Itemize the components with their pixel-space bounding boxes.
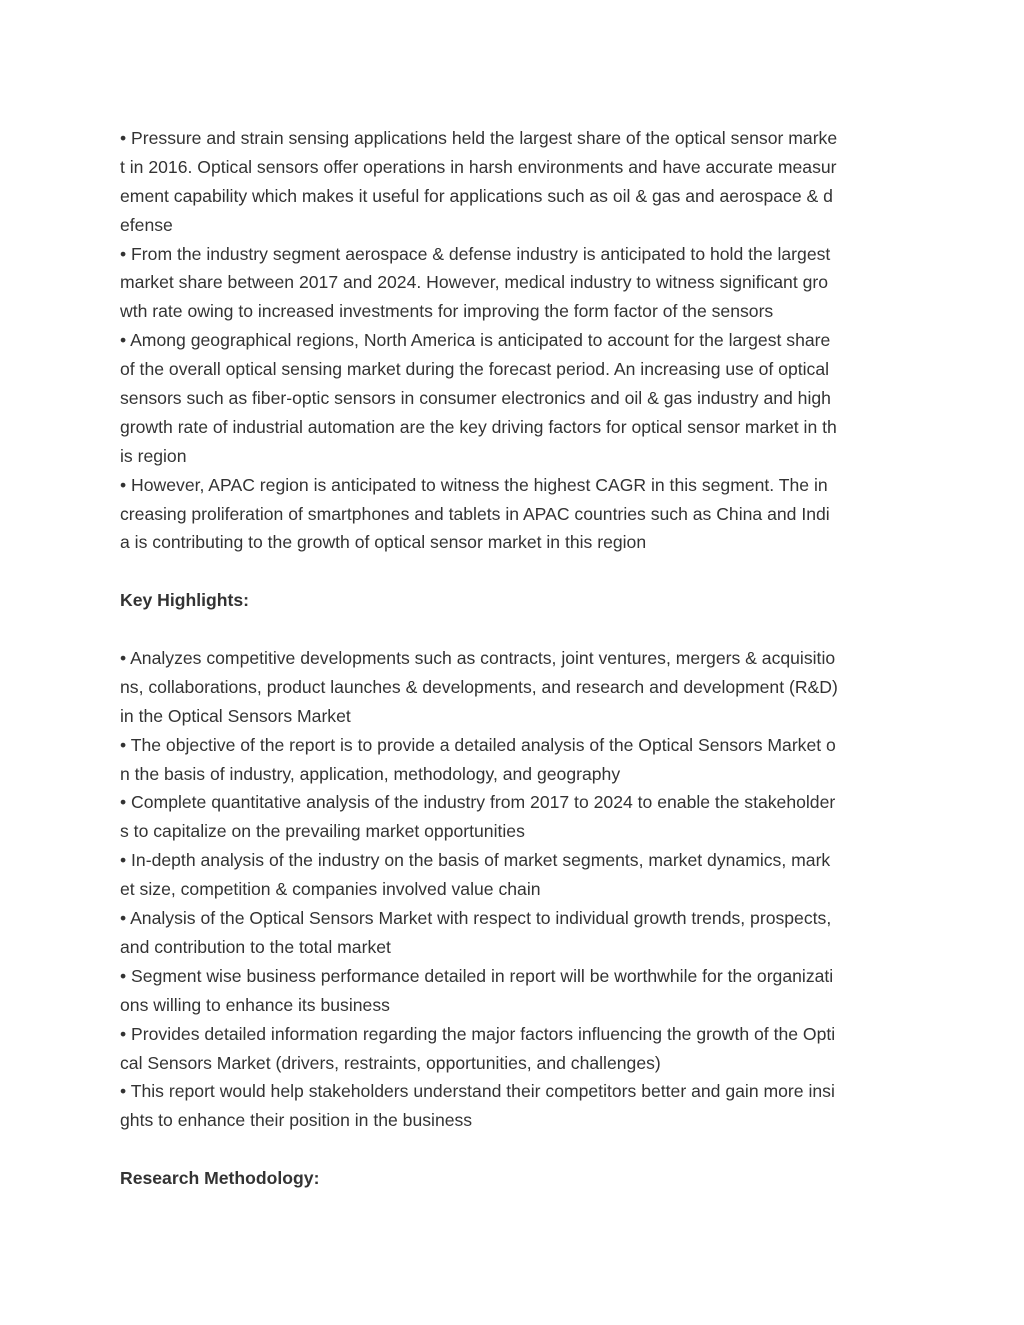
text-line: • Analyzes competitive developments such as contracts, joint ventures, mergers & acquisitio bbox=[120, 648, 836, 669]
text-line: et size, competition & companies involved value chain bbox=[120, 879, 541, 900]
text-line: ghts to enhance their position in the business bbox=[120, 1110, 473, 1131]
text-line: ns, collaborations, product launches & developments, and research and development (R&D) bbox=[120, 676, 838, 697]
text-line: • In-depth analysis of the industry on the basis of market segments, market dynamics, mark bbox=[120, 850, 831, 871]
highlight-bullet-in-depth-analysis bbox=[120, 846, 905, 904]
text-line: a is contributing to the growth of optical sensor market in this region bbox=[120, 532, 647, 553]
intro-bullet-north-america bbox=[120, 326, 905, 470]
text-line: n the basis of industry, application, methodology, and geography bbox=[120, 763, 621, 784]
highlight-bullet-stakeholder-insights bbox=[120, 1077, 905, 1135]
text-line: s to capitalize on the prevailing market opportunities bbox=[120, 821, 525, 842]
highlight-bullet-report-objective bbox=[120, 731, 905, 789]
text-line: cal Sensors Market (drivers, restraints, opportunities, and challenges) bbox=[120, 1052, 661, 1073]
highlight-bullet-growth-trends bbox=[120, 904, 905, 962]
text-line: • Analysis of the Optical Sensors Market with respect to individual growth trends, prospects, bbox=[120, 908, 832, 929]
intro-bullet-apac bbox=[120, 471, 905, 558]
spacer bbox=[120, 1135, 905, 1164]
text-line: ement capability which makes it useful for applications such as oil & gas and aerospace & d bbox=[120, 185, 833, 206]
research-methodology-heading: Research Methodology: bbox=[120, 1168, 320, 1189]
highlight-bullet-competitive-developments bbox=[120, 644, 905, 731]
text-line: in the Optical Sensors Market bbox=[120, 705, 351, 726]
text-line: ons willing to enhance its business bbox=[120, 994, 390, 1015]
text-line: • This report would help stakeholders understand their competitors better and gain more insi bbox=[120, 1081, 835, 1102]
text-line: wth rate owing to increased investments for improving the form factor of the sensors bbox=[120, 301, 774, 322]
text-line: • Among geographical regions, North America is anticipated to account for the largest share bbox=[120, 330, 831, 351]
key-highlights-heading: Key Highlights: bbox=[120, 590, 250, 611]
text-line: and contribution to the total market bbox=[120, 936, 391, 957]
text-line: • Segment wise business performance detailed in report will be worthwhile for the organizati bbox=[120, 965, 834, 986]
text-line: • The objective of the report is to provide a detailed analysis of the Optical Sensors Market o bbox=[120, 734, 836, 755]
highlight-bullet-major-factors bbox=[120, 1020, 905, 1078]
text-line: • However, APAC region is anticipated to witness the highest CAGR in this segment. The in bbox=[120, 474, 828, 495]
spacer bbox=[120, 615, 905, 644]
text-line: • From the industry segment aerospace & defense industry is anticipated to hold the largest bbox=[120, 243, 831, 264]
intro-bullet-industry-segment bbox=[120, 240, 905, 327]
text-line: creasing proliferation of smartphones and tablets in APAC countries such as China and Indi bbox=[120, 503, 830, 524]
text-line: • Provides detailed information regarding the major factors influencing the growth of the Opti bbox=[120, 1023, 836, 1044]
text-line: sensors such as fiber-optic sensors in consumer electronics and oil & gas industry and high bbox=[120, 388, 831, 409]
highlight-bullet-quantitative-analysis bbox=[120, 788, 905, 846]
text-line: is region bbox=[120, 445, 187, 466]
text-line: of the overall optical sensing market during the forecast period. An increasing use of optical bbox=[120, 359, 830, 380]
text-line: market share between 2017 and 2024. However, medical industry to witness significant gro bbox=[120, 272, 829, 293]
intro-bullet-pressure-strain bbox=[120, 124, 905, 240]
text-line: • Complete quantitative analysis of the industry from 2017 to 2024 to enable the stakeholder bbox=[120, 792, 836, 813]
text-line: t in 2016. Optical sensors offer operations in harsh environments and have accurate measur bbox=[120, 156, 837, 177]
text-line: growth rate of industrial automation are the key driving factors for optical sensor market in th bbox=[120, 416, 837, 437]
spacer bbox=[120, 557, 905, 586]
text-line: efense bbox=[120, 214, 173, 235]
document-page bbox=[120, 124, 905, 1193]
highlight-bullet-segment-performance bbox=[120, 962, 905, 1020]
text-line: • Pressure and strain sensing applications held the largest share of the optical sensor marke bbox=[120, 128, 838, 148]
